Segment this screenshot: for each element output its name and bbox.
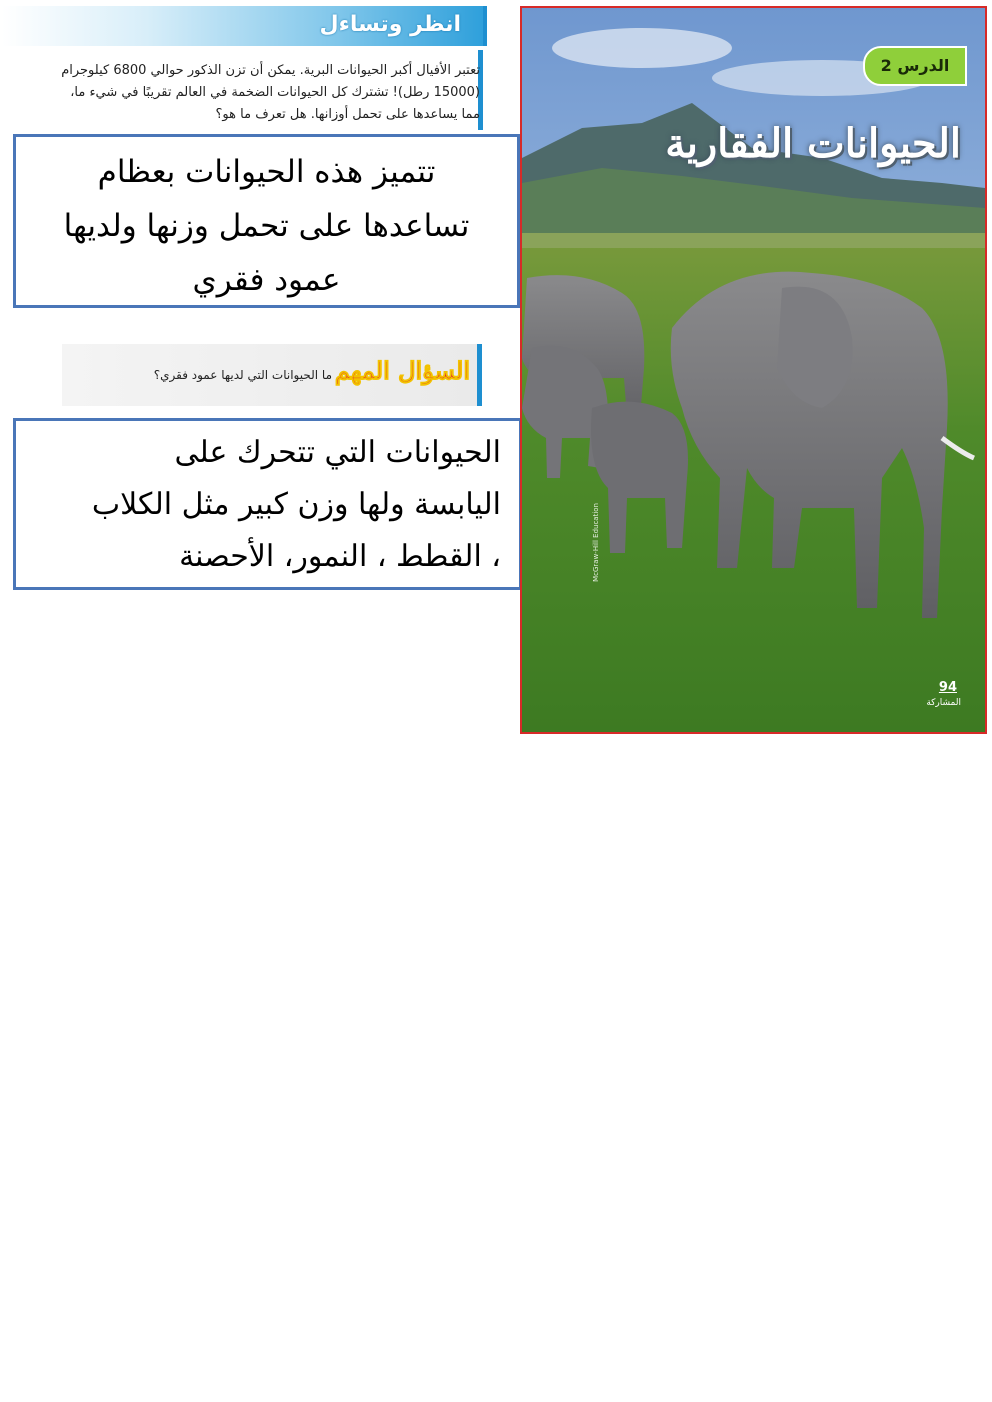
look-and-wonder-title: انظر وتساءل <box>319 12 461 37</box>
elephants-photo <box>522 8 985 732</box>
answer-1-line-2: تساعدها على تحمل وزنها ولديها <box>63 208 470 244</box>
look-and-wonder-paragraph: تعتبر الأفيال أكبر الحيوانات البرية. يمكن أن تزن الذكور حوالي 6800 كيلوجرام (15000 رطل)! تشترك كل الحيوانات الضخمة في العالم تقريبًا في شيء ما، مما يساعدها على تحمل أوزانها. هل تعرف ما هو؟ <box>61 63 480 122</box>
page-subtitle: المشاركة <box>926 698 961 708</box>
essential-question <box>62 344 482 406</box>
answer-2-line-2: اليابسة ولها وزن كبير مثل الكلاب <box>91 487 501 522</box>
lesson-number-tab: الدرس 2 <box>863 46 967 86</box>
answer-2-line-3: ، القطط ، النمور، الأحصنة <box>179 539 501 574</box>
answer-1-line-3: عمود فقري <box>192 262 341 298</box>
lesson-title: الحيوانات الفقارية <box>665 120 961 167</box>
answer-2-line-1: الحيوانات التي تتحرك على <box>174 435 501 470</box>
page-number: 94 <box>938 680 957 695</box>
essential-question-accent <box>477 344 482 406</box>
essential-question-label: السؤال المهم <box>334 356 470 385</box>
photo-credit: McGraw-Hill Education <box>592 503 600 582</box>
essential-question-text: ما الحيوانات التي لديها عمود فقري؟ <box>153 368 332 382</box>
answer-1-line-1: تتميز هذه الحيوانات بعظام <box>97 154 436 190</box>
look-and-wonder-header <box>2 6 487 46</box>
lesson-cover-photo <box>520 6 987 734</box>
answer-box-1 <box>13 134 520 308</box>
answer-box-2 <box>13 418 522 590</box>
